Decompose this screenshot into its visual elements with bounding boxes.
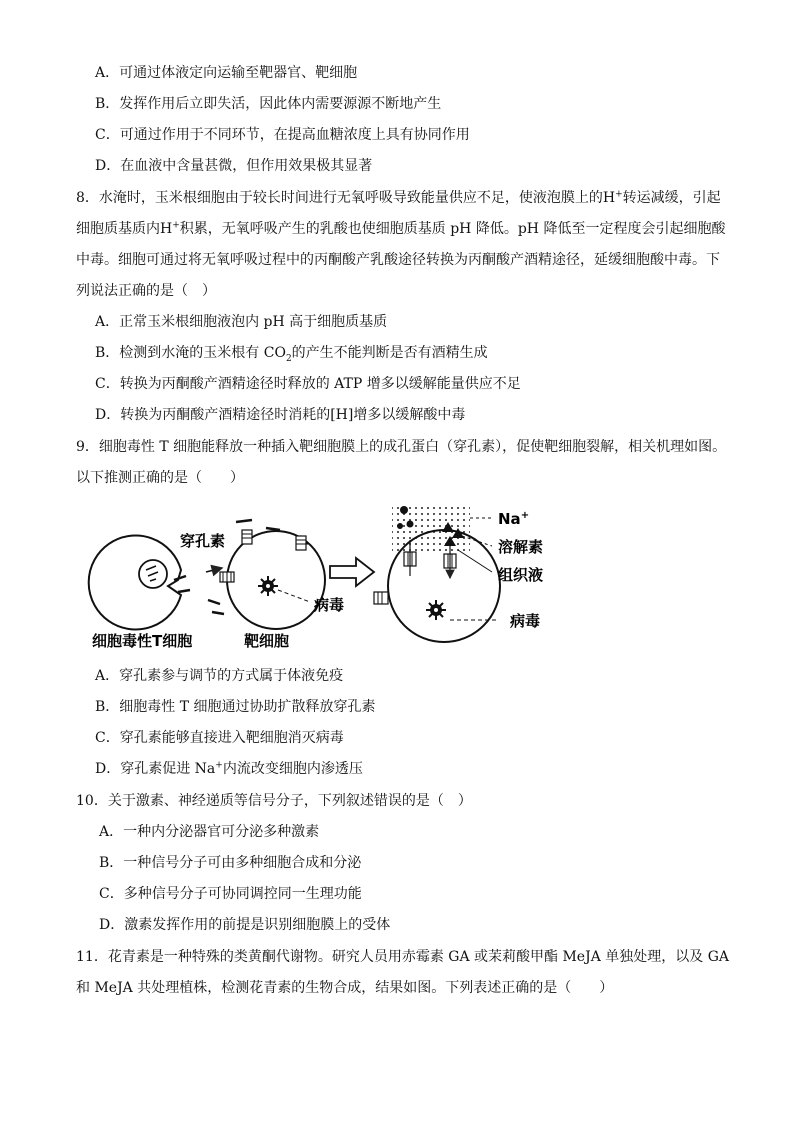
q11-stem-line-2: 和 MeJA 共处理植株，检测花青素的生物合成，结果如图。下列表述正确的是（ ） <box>76 980 614 996</box>
target-cell-left <box>220 530 325 629</box>
q7-option-b: B．发挥作用后立即失活，因此体内需要源源不断地产生 <box>95 96 442 112</box>
q8-stem-line-1: 8．水淹时，玉米根细胞由于较长时间进行无氧呼吸导致能量供应不足，使液泡膜上的H+转运减缓，引起 <box>76 189 721 206</box>
q10-option-b: B．一种信号分子可由多种细胞合成和分泌 <box>99 855 362 871</box>
q10-stem: 10．关于激素、神经递质等信号分子，下列叙述错误的是（ ） <box>76 793 472 809</box>
q9-option-c: C．穿孔素能够直接进入靶细胞消灭病毒 <box>95 730 344 746</box>
q10-option-a: A．一种内分泌器官可分泌多种激素 <box>99 824 320 840</box>
label-cytotoxic-t-cell: 细胞毒性T细胞 <box>92 632 193 650</box>
label-target-cell: 靶细胞 <box>244 632 290 650</box>
q10-option-d: D．激素发挥作用的前提是识别细胞膜上的受体 <box>99 917 391 933</box>
virus-icon <box>426 600 446 620</box>
label-lysin: 溶解素 <box>498 538 544 556</box>
target-cell-right <box>374 504 500 642</box>
q9-option-d: D．穿孔素促进 Na+内流改变细胞内渗透压 <box>95 760 363 777</box>
q8-option-b: B．检测到水淹的玉米根有 $CO_2$的产生不能判断是否有酒精生成 <box>95 345 488 364</box>
label-perforin: 穿孔素 <box>180 532 226 550</box>
q10-option-c: C．多种信号分子可协同调控同一生理功能 <box>99 886 362 902</box>
q9-stem-line-1: 9．细胞毒性 T 细胞能释放一种插入靶细胞膜上的成孔蛋白（穿孔素），促使靶细胞裂解，相关机理如图。 <box>76 439 727 455</box>
q9-option-a: A．穿孔素参与调节的方式属于体液免疫 <box>95 668 344 684</box>
q8-stem-line-3: 中毒。细胞可通过将无氧呼吸过程中的丙酮酸产乳酸途径转换为丙酮酸产酒精途径，延缓细胞酸中毒。下 <box>76 252 720 268</box>
label-virus-left: 病毒 <box>314 596 345 614</box>
label-virus-right: 病毒 <box>510 612 541 630</box>
q8-option-a: A．正常玉米根细胞液泡内 pH 高于细胞质基质 <box>95 314 388 330</box>
q8-stem-line-4: 列说法正确的是（ ） <box>76 283 216 299</box>
q7-option-d: D．在血液中含量甚微，但作用效果极其显著 <box>95 158 373 174</box>
q7-option-a: A．可通过体液定向运输至靶器官、靶细胞 <box>95 65 358 81</box>
q7-option-c: C．可通过作用于不同环节，在提高血糖浓度上具有协同作用 <box>95 127 470 143</box>
virus-icon <box>258 576 278 596</box>
q8-stem-line-2: 细胞质基质内H+积累，无氧呼吸产生的乳酸也使细胞质基质 pH 降低。pH 降低至一定程度会引起细胞酸 <box>76 220 726 237</box>
label-na-ion: Na+ <box>498 510 530 528</box>
perforin-mechanism-figure <box>78 500 718 660</box>
q8-option-d: D．转换为丙酮酸产酒精途径时消耗的[H]增多以缓解酸中毒 <box>95 407 466 423</box>
q11-stem-line-1: 11．花青素是一种特殊的类黄酮代谢物。研究人员用赤霉素 GA 或茉莉酸甲酯 MeJA 单独处理，以及 GA <box>76 949 729 965</box>
q8-option-c: C．转换为丙酮酸产酒精途径时释放的 ATP 增多以缓解能量供应不足 <box>95 376 521 392</box>
label-tissue-fluid: 组织液 <box>498 566 544 584</box>
transition-arrow-icon <box>330 558 374 586</box>
cytotoxic-t-cell <box>89 536 181 630</box>
q9-stem-line-2: 以下推测正确的是（ ） <box>76 470 244 486</box>
q9-option-b: B．细胞毒性 T 细胞通过协助扩散释放穿孔素 <box>95 699 376 715</box>
